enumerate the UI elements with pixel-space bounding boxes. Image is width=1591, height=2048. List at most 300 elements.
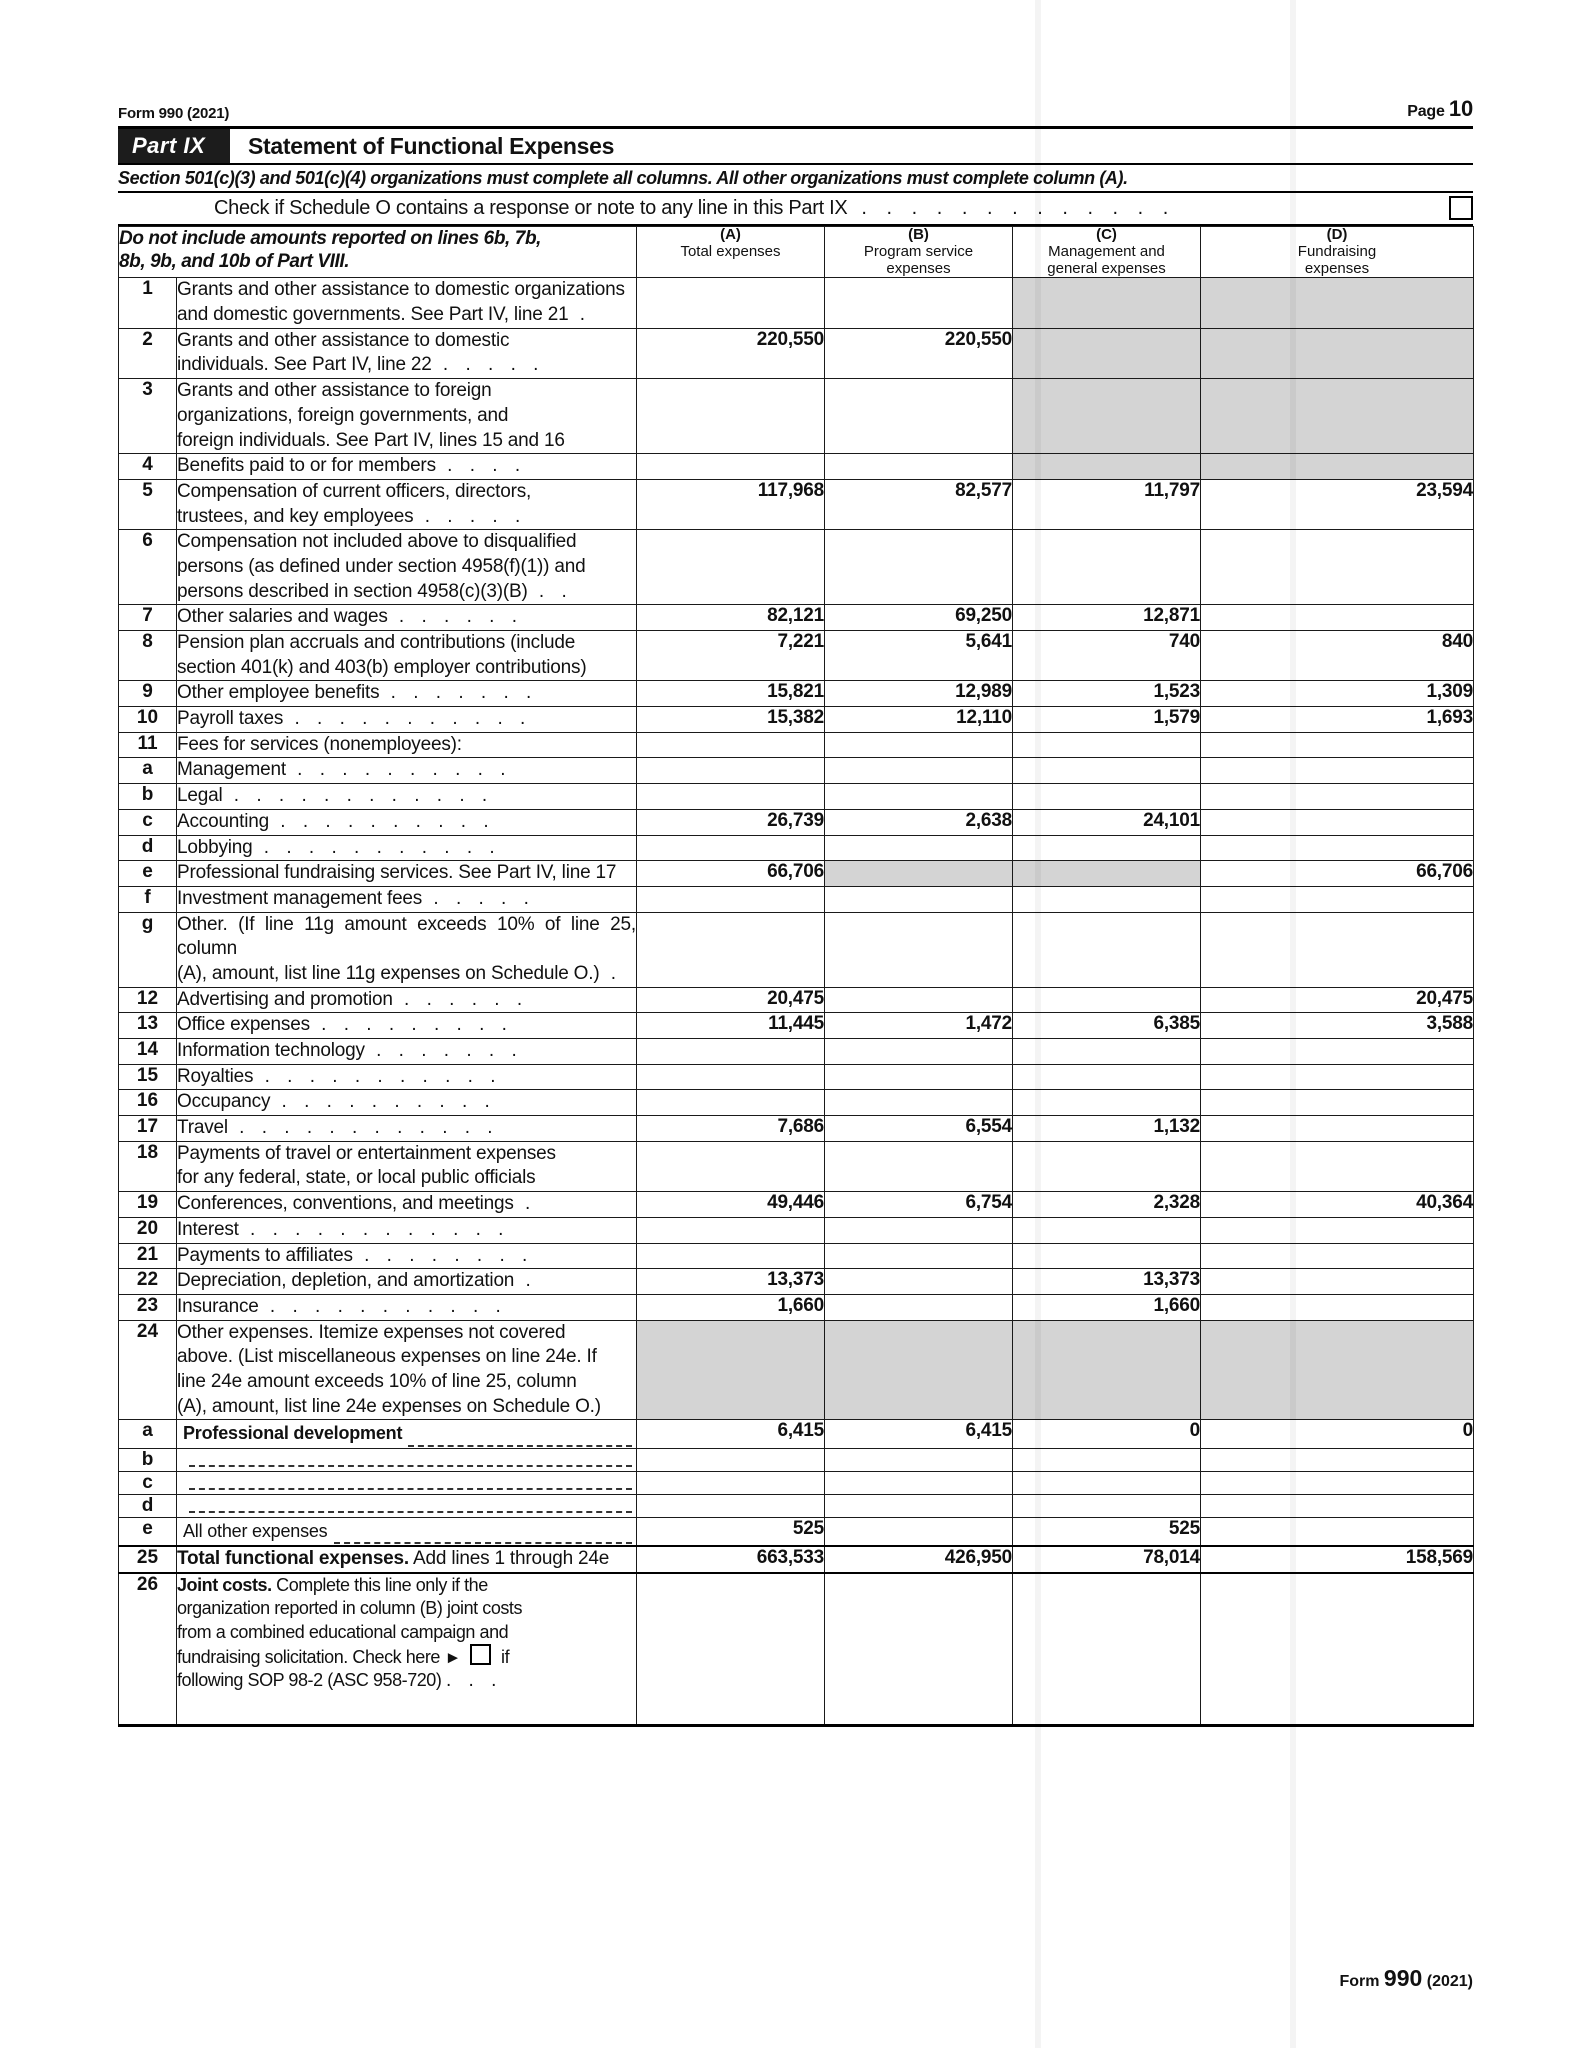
- cell-value-a[interactable]: 66,706: [637, 861, 825, 887]
- cell-value-c[interactable]: 1,579: [1013, 707, 1201, 733]
- table-row: [119, 809, 1474, 835]
- table-row: [119, 1116, 1474, 1142]
- footer-form-number: 990: [1383, 1965, 1423, 1991]
- table-row: [119, 1039, 1474, 1065]
- cell-value-d[interactable]: [1201, 1517, 1474, 1546]
- joint-costs-value-c[interactable]: [1013, 1573, 1201, 1726]
- cell-value-b[interactable]: 6,554: [825, 1116, 1013, 1142]
- cell-value-d[interactable]: [1201, 605, 1474, 631]
- row-description: [177, 1269, 637, 1295]
- cell-value-d[interactable]: [1201, 1090, 1474, 1116]
- row-description: [177, 1294, 637, 1320]
- cell-value-c[interactable]: 0: [1013, 1420, 1201, 1448]
- part-tag: Part IX: [118, 129, 230, 163]
- row-number: 15: [119, 1064, 177, 1090]
- cell-value-c[interactable]: [1013, 1471, 1201, 1494]
- cell-value-d[interactable]: [1201, 809, 1474, 835]
- cell-value-d[interactable]: [1201, 732, 1474, 758]
- cell-value-c[interactable]: 24,101: [1013, 809, 1201, 835]
- total-value-d[interactable]: 158,569: [1201, 1546, 1474, 1573]
- cell-value-d[interactable]: [1201, 912, 1474, 987]
- cell-value-d[interactable]: 1,693: [1201, 707, 1474, 733]
- itemized-description: [177, 1517, 637, 1546]
- cell-value-d[interactable]: [1201, 1141, 1474, 1191]
- row-description-line-1: Investment management fees . . . . .: [177, 887, 535, 909]
- cell-value-c[interactable]: [1013, 758, 1201, 784]
- write-in-line[interactable]: [177, 1420, 636, 1447]
- cell-value-d[interactable]: [1201, 1243, 1474, 1269]
- cell-value-a[interactable]: [637, 454, 825, 480]
- table-row: [119, 758, 1474, 784]
- column-a-letter: (A): [720, 226, 741, 243]
- column-c-sub-2: general expenses: [1047, 259, 1166, 277]
- row-description: [177, 328, 637, 378]
- schedule-o-check-row: [118, 193, 1473, 226]
- cell-value-d: [1201, 278, 1474, 328]
- row-description-line-1: Royalties . . . . . . . . . . .: [177, 1065, 502, 1087]
- row-description: [177, 861, 637, 887]
- cell-value-a[interactable]: [637, 1064, 825, 1090]
- desc-heading-line2: 8b, 9b, and 10b of Part VIII.: [119, 251, 350, 273]
- itemized-row: [119, 1471, 1474, 1494]
- table-row: [119, 1090, 1474, 1116]
- cell-value-a[interactable]: [637, 278, 825, 328]
- cell-value-b[interactable]: [825, 1269, 1013, 1295]
- leader-dots: . . . . . . . . .: [309, 1014, 513, 1036]
- cell-value-a[interactable]: 6,415: [637, 1420, 825, 1448]
- cell-value-c[interactable]: 13,373: [1013, 1269, 1201, 1295]
- cell-value-b[interactable]: [825, 912, 1013, 987]
- cell-value-a[interactable]: 117,968: [637, 479, 825, 529]
- cell-value-b[interactable]: 69,250: [825, 605, 1013, 631]
- cell-value-c[interactable]: [1013, 1090, 1201, 1116]
- cell-value-d[interactable]: [1201, 530, 1474, 605]
- cell-value-c[interactable]: [1013, 1243, 1201, 1269]
- cell-value-d[interactable]: 1,309: [1201, 681, 1474, 707]
- row-description: [177, 809, 637, 835]
- cell-value-b[interactable]: 6,415: [825, 1420, 1013, 1448]
- cell-value-b[interactable]: [825, 1448, 1013, 1471]
- write-in-rule: [189, 1474, 632, 1490]
- cell-value-b[interactable]: 220,550: [825, 328, 1013, 378]
- cell-value-a[interactable]: [637, 886, 825, 912]
- row-description-line-1: Occupancy . . . . . . . . . .: [177, 1091, 496, 1113]
- leader-dots: . . .: [445, 1670, 503, 1692]
- cell-value-b[interactable]: [825, 886, 1013, 912]
- table-row: [119, 707, 1474, 733]
- row-number: d: [119, 835, 177, 861]
- cell-value-d[interactable]: 840: [1201, 631, 1474, 681]
- cell-value-d[interactable]: 20,475: [1201, 987, 1474, 1013]
- itemized-row: [119, 1494, 1474, 1517]
- row-description-line-1: Compensation of current officers, directors,: [177, 480, 532, 502]
- leader-dots: . . . . . . . . . .: [270, 1091, 496, 1113]
- cell-value-a[interactable]: 15,821: [637, 681, 825, 707]
- write-in-rule: [334, 1528, 633, 1544]
- leader-dots: . . . . . . . . . .: [269, 810, 495, 832]
- row-number: 13: [119, 1013, 177, 1039]
- write-in-rule: [189, 1451, 632, 1467]
- form-990-part-ix-page: [118, 96, 1473, 1727]
- row-description: [177, 1013, 637, 1039]
- cell-value-c[interactable]: [1013, 1217, 1201, 1243]
- row-description: [177, 631, 637, 681]
- write-in-line[interactable]: [177, 1449, 636, 1468]
- cell-value-a[interactable]: 82,121: [637, 605, 825, 631]
- table-row: [119, 479, 1474, 529]
- cell-value-a[interactable]: 11,445: [637, 1013, 825, 1039]
- row-number: 21: [119, 1243, 177, 1269]
- cell-value-b[interactable]: [825, 1243, 1013, 1269]
- total-value-c[interactable]: 78,014: [1013, 1546, 1201, 1573]
- cell-value-c[interactable]: [1013, 530, 1201, 605]
- row-number: g: [119, 912, 177, 987]
- cell-value-b[interactable]: 2,638: [825, 809, 1013, 835]
- cell-value-a[interactable]: [637, 379, 825, 454]
- cell-value-a[interactable]: [637, 732, 825, 758]
- cell-value-d[interactable]: [1201, 1471, 1474, 1494]
- cell-value-a[interactable]: [637, 1494, 825, 1517]
- row-number: 16: [119, 1090, 177, 1116]
- cell-value-b[interactable]: [825, 278, 1013, 328]
- table-row: [119, 912, 1474, 987]
- row-description: [177, 278, 637, 328]
- cell-value-a[interactable]: 1,660: [637, 1294, 825, 1320]
- row-description-line-3: line 24e amount exceeds 10% of line 25, column: [177, 1370, 577, 1392]
- cell-value-b[interactable]: [825, 1064, 1013, 1090]
- leader-dots: .: [599, 962, 623, 984]
- cell-value-a[interactable]: [637, 835, 825, 861]
- table-row: [119, 987, 1474, 1013]
- cell-value-b[interactable]: [825, 379, 1013, 454]
- cell-value-b[interactable]: [825, 1494, 1013, 1517]
- leader-dots: . .: [527, 580, 573, 602]
- row-description-line-2: above. (List miscellaneous expenses on line 24e. If: [177, 1346, 597, 1368]
- leader-dots: . . . . . . . . . . . .: [227, 1117, 499, 1139]
- row-number: 3: [119, 379, 177, 454]
- table-row: [119, 732, 1474, 758]
- cell-value-b[interactable]: [825, 1090, 1013, 1116]
- cell-value-a[interactable]: 525: [637, 1517, 825, 1546]
- itemized-description: [177, 1471, 637, 1494]
- cell-value-c: [1013, 861, 1201, 887]
- joint-costs-value-a[interactable]: [637, 1573, 825, 1726]
- cell-value-c[interactable]: [1013, 1494, 1201, 1517]
- table-row: [119, 681, 1474, 707]
- cell-value-b[interactable]: [825, 784, 1013, 810]
- cell-value-c[interactable]: 11,797: [1013, 479, 1201, 529]
- column-header-d: [1201, 227, 1474, 278]
- cell-value-a[interactable]: [637, 1141, 825, 1191]
- cell-value-c[interactable]: 1,523: [1013, 681, 1201, 707]
- row-number: c: [119, 809, 177, 835]
- row-description-line-1: Other employee benefits . . . . . . .: [177, 682, 538, 704]
- part-header-bar: [118, 126, 1473, 165]
- cell-value-b: [825, 861, 1013, 887]
- leader-dots: . . . . . . . . . .: [285, 759, 512, 781]
- row-description: [177, 1217, 637, 1243]
- itemized-row: [119, 1517, 1474, 1546]
- cell-value-b[interactable]: [825, 530, 1013, 605]
- functional-expenses-table: [118, 226, 1474, 1727]
- section-instruction-note: Section 501(c)(3) and 501(c)(4) organizations must complete all columns. All other organizations must complete column (A).: [118, 165, 1473, 193]
- leader-dots: . . . . . . . . . . . .: [222, 785, 494, 807]
- cell-value-c[interactable]: [1013, 1448, 1201, 1471]
- cell-value-d[interactable]: [1201, 1064, 1474, 1090]
- leader-dots: . . . . . .: [392, 988, 529, 1010]
- joint-costs-value-b[interactable]: [825, 1573, 1013, 1726]
- cell-value-a[interactable]: 13,373: [637, 1269, 825, 1295]
- joint-costs-checkbox[interactable]: [470, 1644, 491, 1665]
- cell-value-d[interactable]: [1201, 1494, 1474, 1517]
- row-description-line-1: Travel . . . . . . . . . . . .: [177, 1117, 499, 1139]
- row-number: 20: [119, 1217, 177, 1243]
- cell-value-c[interactable]: [1013, 1039, 1201, 1065]
- write-in-line[interactable]: [177, 1518, 636, 1545]
- cell-value-b[interactable]: [825, 835, 1013, 861]
- cell-value-c[interactable]: 1,660: [1013, 1294, 1201, 1320]
- cell-value-b[interactable]: [825, 1141, 1013, 1191]
- row-description-line-1: Information technology . . . . . . .: [177, 1040, 523, 1062]
- row-description-line-1: Insurance . . . . . . . . . . .: [177, 1295, 507, 1317]
- cell-value-b[interactable]: [825, 1217, 1013, 1243]
- total-row-label: [177, 1546, 637, 1573]
- cell-value-a[interactable]: 7,221: [637, 631, 825, 681]
- itemized-description: [177, 1448, 637, 1471]
- page-meta-row: [118, 96, 1473, 126]
- cell-value-d[interactable]: [1201, 1448, 1474, 1471]
- cell-value-c[interactable]: [1013, 1141, 1201, 1191]
- leader-dots: . . . . .: [413, 505, 527, 527]
- table-row: [119, 835, 1474, 861]
- cell-value-b[interactable]: 12,989: [825, 681, 1013, 707]
- row-description-line-1: Other. (If line 11g amount exceeds 10% of line 25, column: [177, 913, 636, 960]
- row-description: [177, 1320, 637, 1420]
- expense-rows-host: [119, 278, 1474, 1420]
- cell-value-d: [1201, 454, 1474, 480]
- row-description-line-1: Other salaries and wages . . . . . .: [177, 606, 524, 628]
- row-number: 6: [119, 530, 177, 605]
- cell-value-b[interactable]: [825, 454, 1013, 480]
- row-description: [177, 1192, 637, 1218]
- cell-value-c: [1013, 379, 1201, 454]
- cell-value-d[interactable]: [1201, 886, 1474, 912]
- row-description-line-2: individuals. See Part IV, line 22 . . . . .: [177, 354, 545, 376]
- cell-value-a[interactable]: 220,550: [637, 328, 825, 378]
- row-description-line-1: Management . . . . . . . . . .: [177, 759, 512, 781]
- cell-value-c[interactable]: [1013, 732, 1201, 758]
- cell-value-b[interactable]: 5,641: [825, 631, 1013, 681]
- joint-costs-check-pre: fundraising solicitation. Check here: [177, 1646, 440, 1667]
- row-description-line-1: Legal . . . . . . . . . . . .: [177, 785, 494, 807]
- cell-value-a[interactable]: 26,739: [637, 809, 825, 835]
- row-description: [177, 530, 637, 605]
- cell-value-d[interactable]: [1201, 758, 1474, 784]
- joint-costs-line-4: [177, 1644, 636, 1669]
- row-number: 4: [119, 454, 177, 480]
- cell-value-b[interactable]: [825, 1294, 1013, 1320]
- cell-value-d[interactable]: 3,588: [1201, 1013, 1474, 1039]
- cell-value-b[interactable]: [825, 758, 1013, 784]
- leader-dots: . . . . . . . . . . .: [258, 1295, 507, 1317]
- row-description: [177, 835, 637, 861]
- itemized-description: [177, 1494, 637, 1517]
- table-row: [119, 328, 1474, 378]
- cell-value-c[interactable]: [1013, 987, 1201, 1013]
- cell-value-c: [1013, 278, 1201, 328]
- cell-value-a[interactable]: [637, 1448, 825, 1471]
- joint-costs-value-d[interactable]: [1201, 1573, 1474, 1726]
- cell-value-d[interactable]: 23,594: [1201, 479, 1474, 529]
- row-number: 14: [119, 1039, 177, 1065]
- row-description: [177, 1039, 637, 1065]
- cell-value-d: [1201, 1320, 1474, 1420]
- write-in-line[interactable]: [177, 1495, 636, 1514]
- cell-value-a[interactable]: [637, 1039, 825, 1065]
- cell-value-a[interactable]: [637, 1090, 825, 1116]
- cell-value-b[interactable]: [825, 1471, 1013, 1494]
- itemized-row: [119, 1448, 1474, 1471]
- row-description: [177, 1090, 637, 1116]
- cell-value-d[interactable]: [1201, 1039, 1474, 1065]
- cell-value-a[interactable]: [637, 912, 825, 987]
- cell-value-b[interactable]: 82,577: [825, 479, 1013, 529]
- leader-dots: .: [514, 1270, 537, 1292]
- cell-value-c[interactable]: [1013, 784, 1201, 810]
- column-header-a: [637, 227, 825, 278]
- total-value-a[interactable]: 663,533: [637, 1546, 825, 1573]
- table-row: [119, 886, 1474, 912]
- cell-value-b[interactable]: 1,472: [825, 1013, 1013, 1039]
- row-description-line-2: trustees, and key employees . . . . .: [177, 505, 527, 527]
- row-description-line-1: Interest . . . . . . . . . . . .: [177, 1218, 510, 1240]
- cell-value-a[interactable]: [637, 1471, 825, 1494]
- total-label-bold: Total functional expenses.: [177, 1548, 409, 1570]
- row-description: [177, 1243, 637, 1269]
- footer-form-word: Form: [1339, 1973, 1380, 1990]
- row-number: 5: [119, 479, 177, 529]
- cell-value-d[interactable]: [1201, 1217, 1474, 1243]
- cell-value-b[interactable]: [825, 1517, 1013, 1546]
- cell-value-d[interactable]: [1201, 835, 1474, 861]
- row-description-line-1: Other expenses. Itemize expenses not covered: [177, 1321, 566, 1343]
- write-in-text: All other expenses: [183, 1520, 328, 1541]
- cell-value-a[interactable]: [637, 1217, 825, 1243]
- row-description-line-2: for any federal, state, or local public officials: [177, 1167, 536, 1189]
- row-description-line-4: (A), amount, list line 24e expenses on Schedule O.): [177, 1395, 601, 1417]
- cell-value-a[interactable]: 7,686: [637, 1116, 825, 1142]
- cell-value-c[interactable]: 2,328: [1013, 1192, 1201, 1218]
- cell-value-c[interactable]: [1013, 886, 1201, 912]
- write-in-line[interactable]: [177, 1472, 636, 1491]
- cell-value-a[interactable]: 49,446: [637, 1192, 825, 1218]
- cell-value-d[interactable]: 0: [1201, 1420, 1474, 1448]
- cell-value-b[interactable]: [825, 732, 1013, 758]
- row-number: 9: [119, 681, 177, 707]
- row-description-line-2: and domestic governments. See Part IV, line 21 .: [177, 304, 592, 326]
- cell-value-a: [637, 1320, 825, 1420]
- row-number: 18: [119, 1141, 177, 1191]
- cell-value-c[interactable]: [1013, 912, 1201, 987]
- row-number: 12: [119, 987, 177, 1013]
- cell-value-b[interactable]: 6,754: [825, 1192, 1013, 1218]
- cell-value-b[interactable]: [825, 1039, 1013, 1065]
- cell-value-c[interactable]: 1,132: [1013, 1116, 1201, 1142]
- cell-value-c[interactable]: 6,385: [1013, 1013, 1201, 1039]
- row-description-line-2: (A), amount, list line 11g expenses on Schedule O.) .: [177, 962, 623, 984]
- joint-costs-check-post: if: [501, 1646, 510, 1667]
- row-description: [177, 987, 637, 1013]
- total-value-b[interactable]: 426,950: [825, 1546, 1013, 1573]
- cell-value-a[interactable]: 20,475: [637, 987, 825, 1013]
- table-body: [119, 227, 1474, 278]
- cell-value-c[interactable]: 525: [1013, 1517, 1201, 1546]
- row-number: 8: [119, 631, 177, 681]
- cell-value-d[interactable]: [1201, 1269, 1474, 1295]
- cell-value-c[interactable]: [1013, 835, 1201, 861]
- cell-value-a[interactable]: 15,382: [637, 707, 825, 733]
- row-number: 10: [119, 707, 177, 733]
- cell-value-a[interactable]: [637, 784, 825, 810]
- cell-value-a[interactable]: [637, 530, 825, 605]
- page-number-label: [1407, 96, 1473, 122]
- leader-dots: . . . . . . .: [364, 1040, 523, 1062]
- cell-value-c[interactable]: 740: [1013, 631, 1201, 681]
- column-d-letter: (D): [1326, 226, 1348, 243]
- row-description: [177, 758, 637, 784]
- row-description: [177, 681, 637, 707]
- cell-value-c[interactable]: 12,871: [1013, 605, 1201, 631]
- table-row: [119, 1064, 1474, 1090]
- row-number: e: [119, 1517, 177, 1546]
- row-description: [177, 379, 637, 454]
- cell-value-d[interactable]: [1201, 784, 1474, 810]
- table-row: [119, 631, 1474, 681]
- row-number: 24: [119, 1320, 177, 1420]
- row-number: b: [119, 1448, 177, 1471]
- cell-value-b[interactable]: [825, 987, 1013, 1013]
- row-number: 11: [119, 732, 177, 758]
- row-description-line-1: Payments of travel or entertainment expenses: [177, 1142, 556, 1164]
- cell-value-b[interactable]: 12,110: [825, 707, 1013, 733]
- leader-dots: . . . . .: [431, 354, 545, 376]
- leader-dots: . . . . . . . . . . .: [283, 708, 532, 730]
- row-description-line-1: Grants and other assistance to foreign: [177, 380, 492, 402]
- row-description-line-1: Office expenses . . . . . . . . .: [177, 1014, 513, 1036]
- column-header-description: [119, 227, 637, 278]
- row-description-line-1: Professional fundraising services. See Part IV, line 17: [177, 862, 617, 884]
- cell-value-c[interactable]: [1013, 1064, 1201, 1090]
- cell-value-d: [1201, 328, 1474, 378]
- cell-value-d[interactable]: 66,706: [1201, 861, 1474, 887]
- row-number: 2: [119, 328, 177, 378]
- row-description-line-3: foreign individuals. See Part IV, lines 15 and 16: [177, 429, 565, 451]
- table-row: [119, 1243, 1474, 1269]
- row-number: d: [119, 1494, 177, 1517]
- table-header-row: [119, 227, 1474, 278]
- row-description-line-2: organizations, foreign governments, and: [177, 404, 509, 426]
- schedule-o-checkbox[interactable]: [1449, 196, 1473, 220]
- cell-value-a[interactable]: [637, 758, 825, 784]
- row-description-line-1: Fees for services (nonemployees):: [177, 733, 462, 755]
- cell-value-a[interactable]: [637, 1243, 825, 1269]
- cell-value-d[interactable]: [1201, 1294, 1474, 1320]
- table-row: [119, 454, 1474, 480]
- row-number: a: [119, 758, 177, 784]
- row-number: 26: [119, 1573, 177, 1726]
- cell-value-d[interactable]: [1201, 1116, 1474, 1142]
- cell-value-d[interactable]: 40,364: [1201, 1192, 1474, 1218]
